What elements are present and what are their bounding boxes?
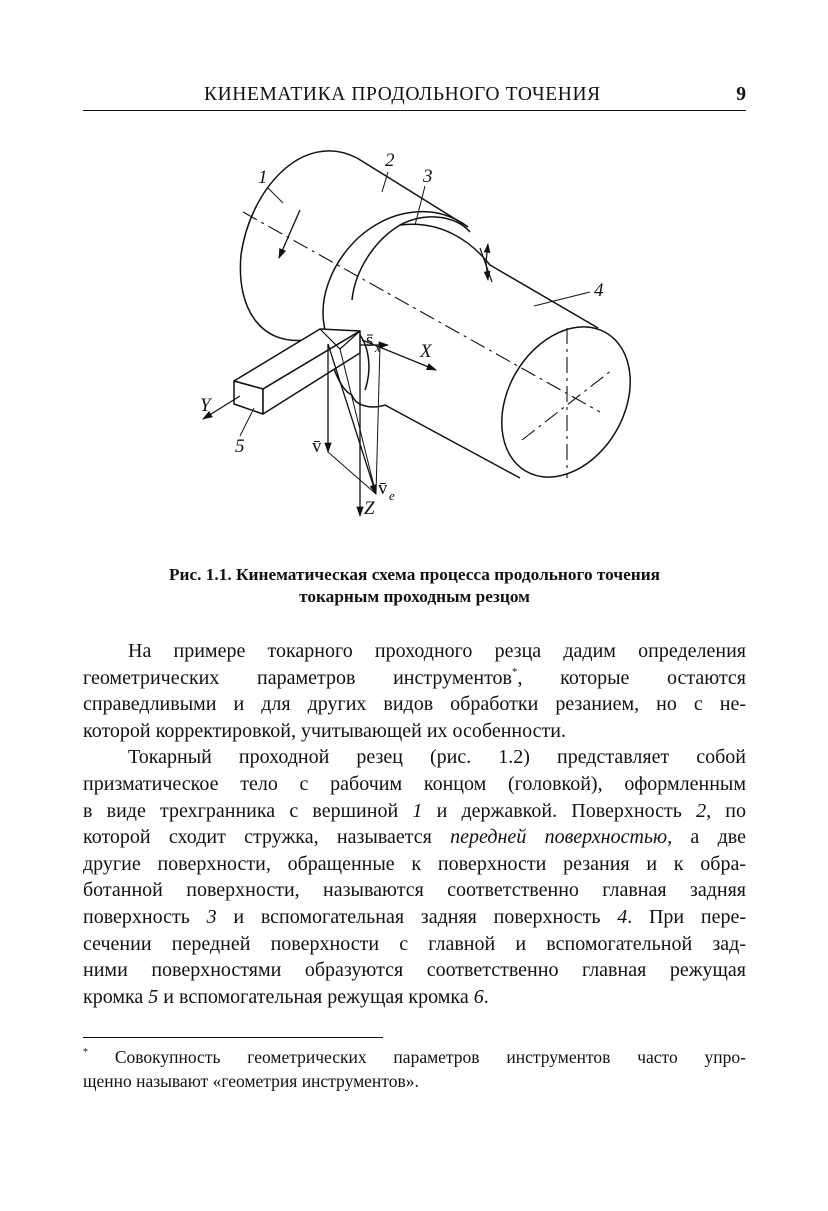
p2-line-6: ботанной поверхности, называются соответственно главная задняя	[83, 879, 746, 902]
running-header	[83, 84, 746, 111]
p1-line-2: геометрических параметров инструментов*, которые остаются	[83, 665, 746, 689]
machined-cylinder-end	[476, 304, 656, 501]
p2-line-3: в виде трехгранника с вершиной 1 и державкой. Поверхность 2, по	[83, 799, 747, 822]
p2-line-1: Токарный проходной резец (рис. 1.2) представляет собой	[128, 746, 746, 769]
label-y: Y	[200, 395, 211, 416]
machined-cylinder-lower-edge	[385, 405, 520, 478]
caption-line-2: токарным проходным резцом	[299, 587, 530, 606]
p2-line-9: ними поверхностями образуются соответственно главная режущая	[83, 959, 746, 982]
p1-line-3: справедливыми и для других видов обработки резанием, но с не-	[83, 693, 746, 716]
label-5: 5	[235, 436, 245, 457]
turning-diagram	[0, 140, 828, 530]
paragraph-1	[83, 638, 746, 744]
p2-line-4: которой сходит стружка, называется передней поверхностью, а две	[83, 826, 746, 849]
p2-line-10: кромка 5 и вспомогательная режущая кромка 6.	[83, 985, 489, 1008]
footnote-line-2: щенно называют «геометрия инструментов».	[83, 1071, 419, 1091]
page-number: 9	[736, 84, 746, 105]
caption-line-1: Рис. 1.1. Кинематическая схема процесса продольного точения	[168, 565, 661, 584]
machined-cylinder-top	[400, 224, 598, 328]
label-v: v̄	[312, 436, 322, 457]
label-ve-sub: e	[389, 488, 395, 503]
label-2: 2	[385, 150, 395, 171]
p2-line-8: сечении передней поверхности с главной и вспомогательной зад-	[83, 932, 746, 955]
p2-line-7: поверхность 3 и вспомогательная задняя поверхность 4. При пере-	[83, 905, 746, 928]
figure-caption	[83, 564, 746, 608]
label-sx-sub: x	[375, 340, 381, 355]
label-4: 4	[594, 280, 604, 301]
body-text	[83, 638, 746, 1010]
shoulder-face	[323, 212, 468, 330]
footnote-marker: *	[512, 665, 518, 678]
footnote	[83, 1045, 746, 1093]
figure-kinematic-scheme	[0, 140, 828, 530]
cutting-tool	[234, 329, 360, 414]
footnote-line-1: * Совокупность геометрических параметров инструментов часто упро-	[83, 1047, 746, 1067]
footnote-divider	[83, 1037, 383, 1038]
p1-line-1: На примере токарного проходного резца дадим определения	[128, 640, 746, 662]
machined-cylinder-bottom	[352, 395, 385, 407]
label-3: 3	[423, 166, 433, 187]
chapter-title: КИНЕМАТИКА ПРОДОЛЬНОГО ТОЧЕНИЯ	[204, 84, 601, 105]
footnote-mark: *	[83, 1047, 88, 1058]
label-ve: v̄	[378, 478, 388, 499]
p1-line-4: которой корректировкой, учитывающей их особенности.	[83, 719, 566, 742]
p2-line-2: призматическое тело с рабочим концом (головкой), оформленным	[83, 772, 746, 795]
label-z: Z	[364, 498, 375, 519]
label-1: 1	[258, 167, 268, 188]
paragraph-2	[83, 744, 746, 1010]
term-front-surface: передней поверхностью	[450, 826, 668, 849]
label-sx: s̄	[366, 330, 374, 351]
p2-line-5: другие поверхности, обращенные к поверхности резания и к обра-	[83, 852, 746, 875]
label-x: X	[420, 341, 432, 362]
